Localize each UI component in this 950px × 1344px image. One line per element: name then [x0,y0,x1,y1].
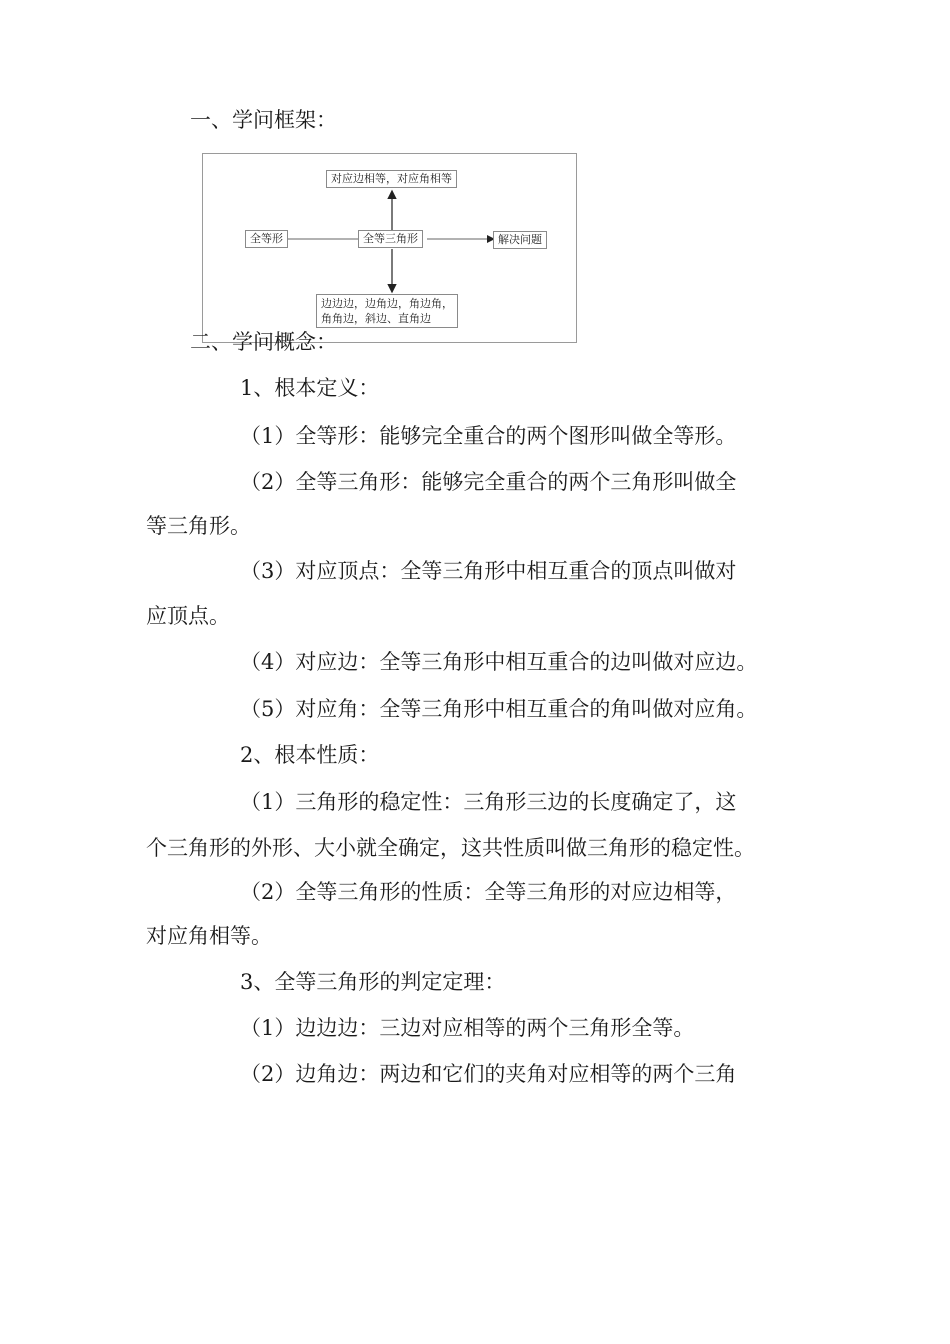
node-corresponding-equal: 对应边相等，对应角相等 [326,170,457,188]
definition-2: （2）全等三角形：能够完全重合的两个三角形叫做全 [240,470,737,494]
definition-2-cont: 等三角形。 [146,514,251,538]
node-congruence-criteria [316,294,458,328]
theorem-1: （1）边边边：三边对应相等的两个三角形全等。 [240,1016,695,1040]
theorem-2: （2）边角边：两边和它们的夹角对应相等的两个三角 [240,1062,737,1086]
subsection-2-title: 2、根本性质： [240,743,380,767]
section-1-heading: 一、学问框架： [190,108,337,132]
property-1-cont: 个三角形的外形、大小就全确定，这共性质叫做三角形的稳定性。 [146,836,755,860]
definition-4: （4）对应边：全等三角形中相互重合的边叫做对应边。 [240,650,758,674]
property-1: （1）三角形的稳定性：三角形三边的长度确定了，这 [240,790,737,814]
property-2: （2）全等三角形的性质：全等三角形的对应边相等， [240,880,737,904]
criteria-line-2: 角角边，斜边、直角边 [321,312,431,325]
knowledge-framework-diagram [202,153,577,343]
criteria-line-1: 边边边，边角边，角边角， [321,297,453,310]
section-2-heading: 二、学问概念： [190,330,337,354]
subsection-1-title: 1、根本定义： [240,376,380,400]
property-2-cont: 对应角相等。 [146,924,272,948]
definition-1: （1）全等形：能够完全重合的两个图形叫做全等形。 [240,424,737,448]
definition-3-cont: 应顶点。 [146,604,230,628]
node-congruent-triangles: 全等三角形 [358,230,423,248]
definition-5: （5）对应角：全等三角形中相互重合的角叫做对应角。 [240,697,758,721]
node-solve-problems: 解决问题 [493,231,547,249]
node-congruent-figures: 全等形 [245,230,288,248]
definition-3: （3）对应顶点：全等三角形中相互重合的顶点叫做对 [240,559,737,583]
subsection-3-title: 3、全等三角形的判定定理： [240,970,506,994]
